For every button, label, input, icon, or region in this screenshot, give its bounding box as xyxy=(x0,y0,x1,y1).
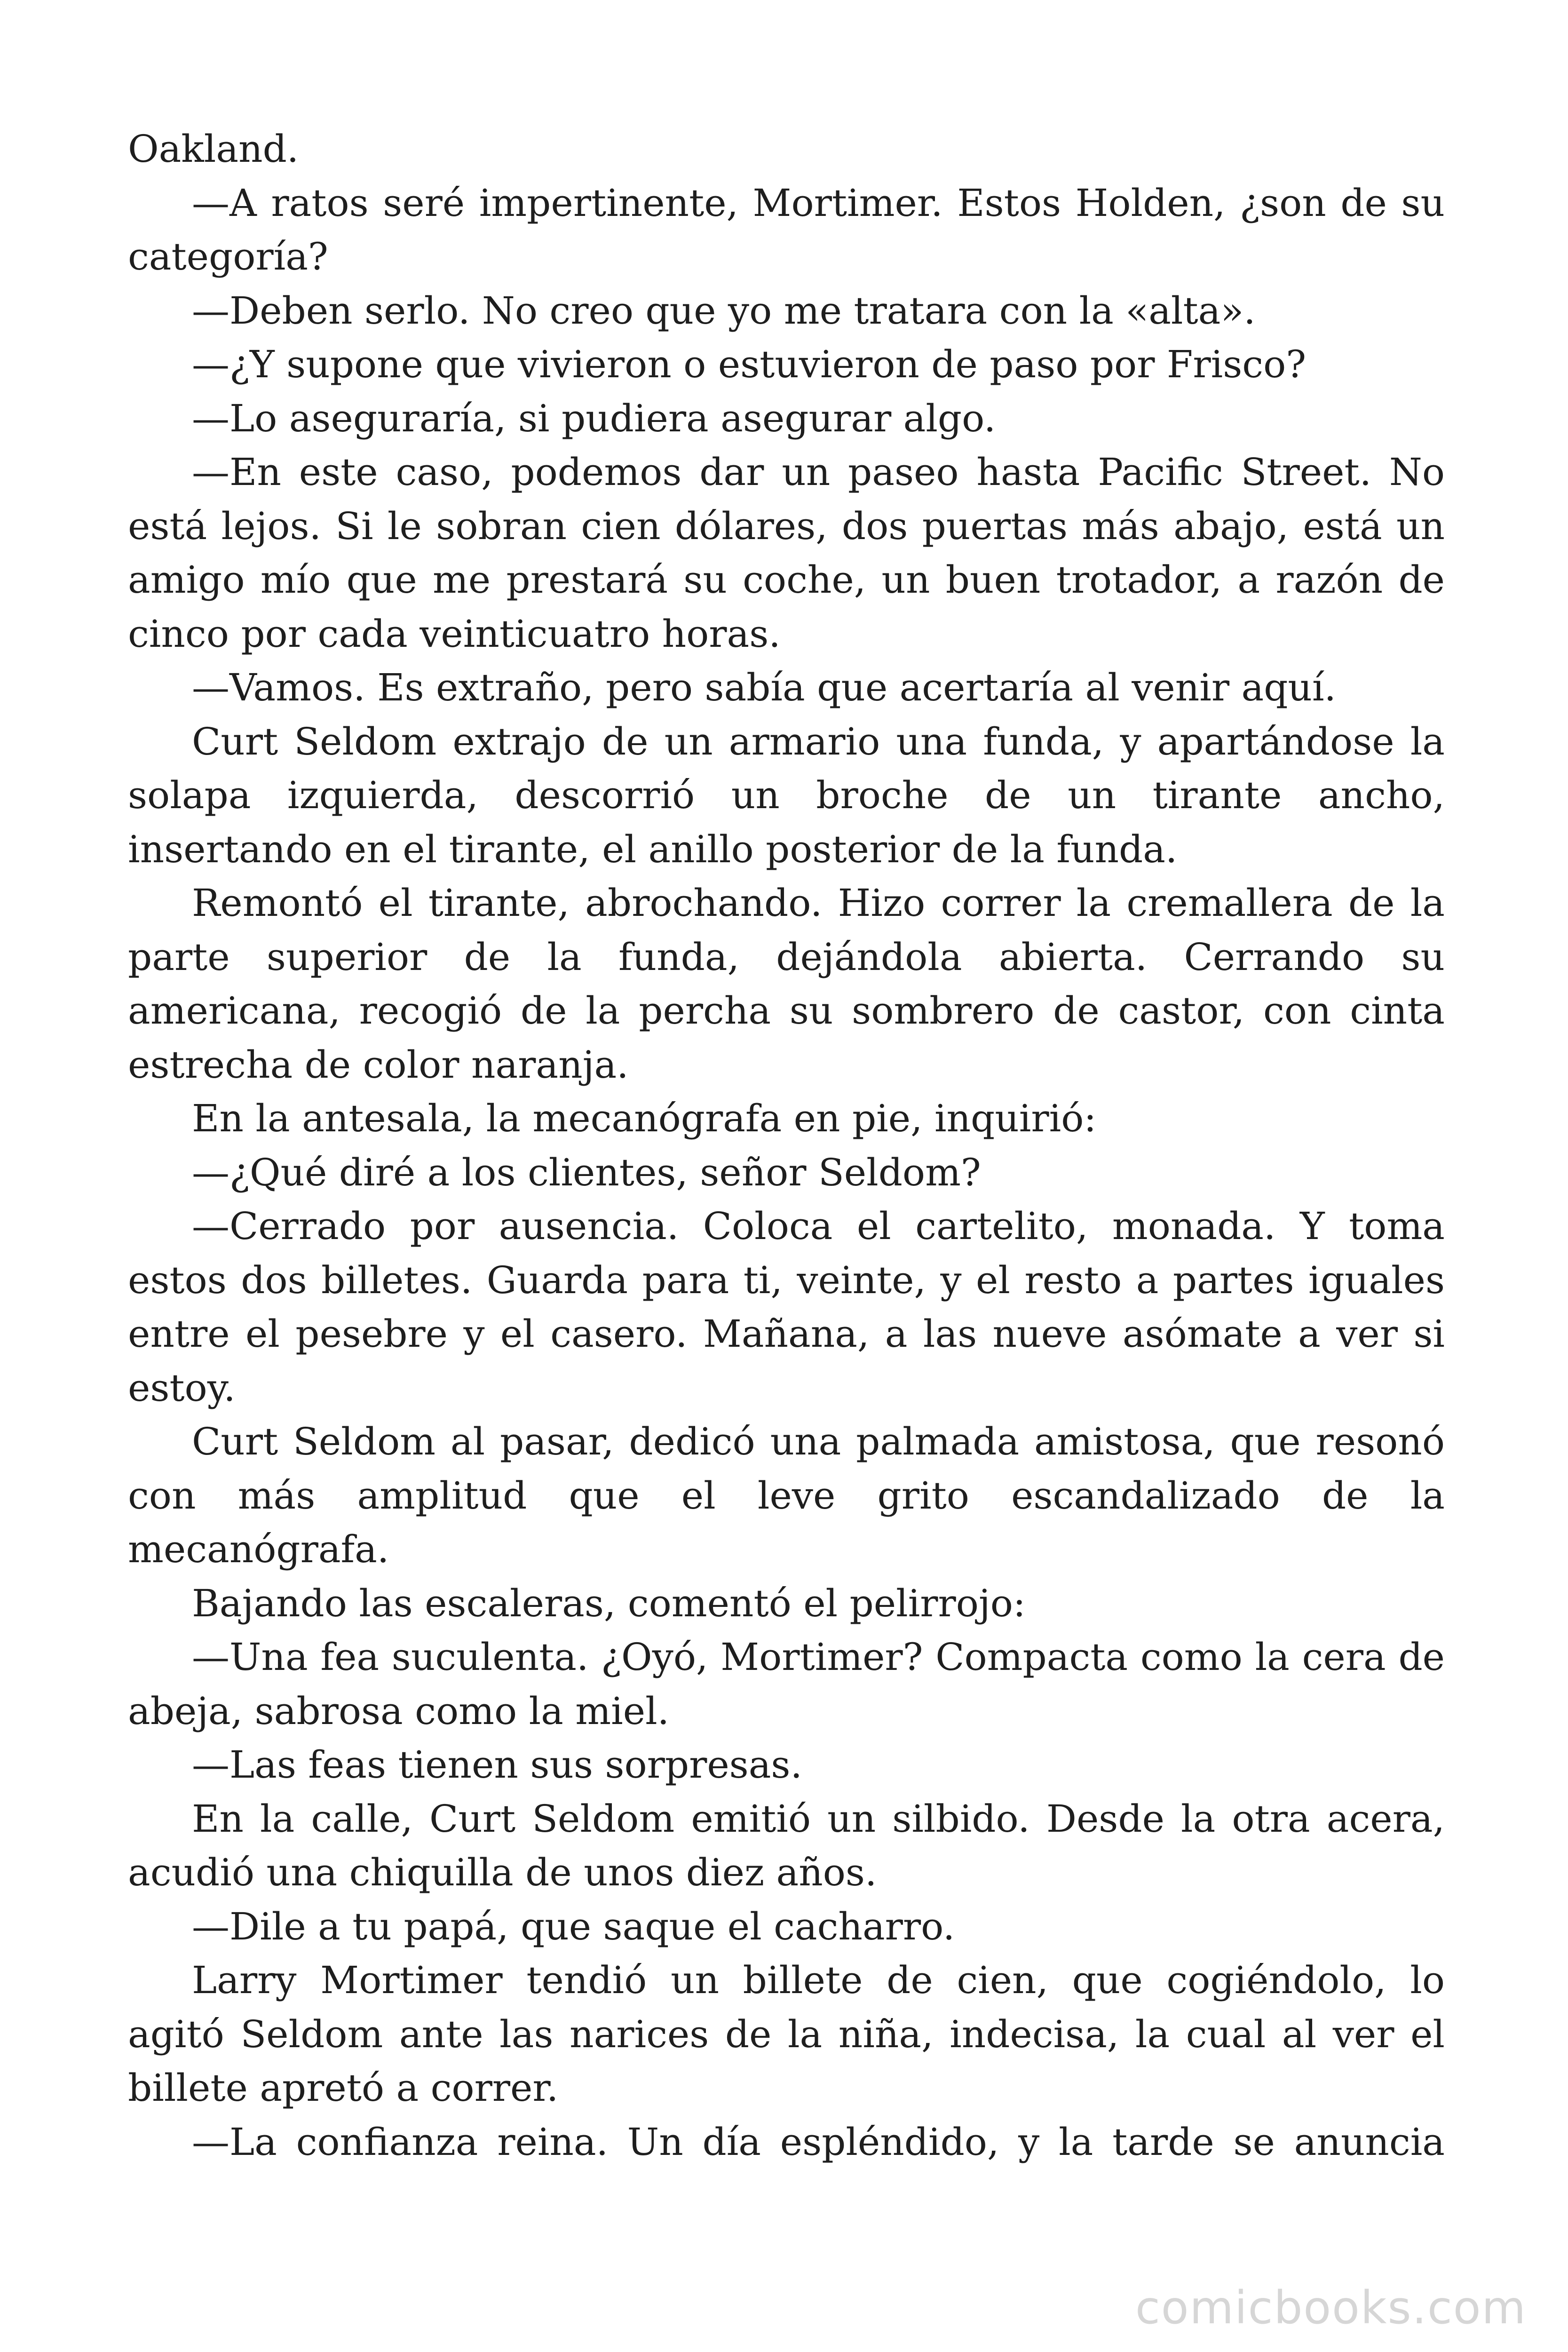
paragraph-6: —En este caso, podemos dar un paseo hasta Pacific Street. No está lejos. Si le sobran cien dólares, dos puertas más abajo, está un amigo mío que me prestará su coche, un buen trotador, a razón de cinco por cada veinticuatro horas. xyxy=(128,450,1445,656)
paragraph-8: Curt Seldom extrajo de un armario una funda, y apartándose la solapa izquierda, descorrió un broche de un tirante ancho, insertando en el tirante, el anillo posterior de la funda. xyxy=(128,719,1445,871)
book-page-text xyxy=(128,122,1445,2169)
paragraph-12: —Cerrado por ausencia. Coloca el cartelito, monada. Y toma estos dos billetes. Guarda para ti, veinte, y el resto a partes iguales entre el pesebre y el casero. Mañana, a las nueve asómate a ver si estoy. xyxy=(128,1204,1445,1410)
paragraph-10: En la antesala, la mecanógrafa en pie, inquirió: xyxy=(192,1097,1097,1140)
paragraph-17: En la calle, Curt Seldom emitió un silbido. Desde la otra acera, acudió una chiquilla de unos diez años. xyxy=(128,1796,1445,1894)
paragraph-15: —Una fea suculenta. ¿Oyó, Mortimer? Compacta como la cera de abeja, sabrosa como la miel. xyxy=(128,1635,1445,1733)
paragraph-1: Oakland. xyxy=(128,127,299,171)
paragraph-18: —Dile a tu papá, que saque el cacharro. xyxy=(192,1904,955,1948)
paragraph-19: Larry Mortimer tendió un billete de cien, que cogiéndolo, lo agitó Seldom ante las narices de la niña, indecisa, la cual al ver el billete apretó a correr. xyxy=(128,1958,1445,2110)
paragraph-2: —A ratos seré impertinente, Mortimer. Estos Holden, ¿son de su categoría? xyxy=(128,181,1445,278)
paragraph-7: —Vamos. Es extraño, pero sabía que acertaría al venir aquí. xyxy=(192,666,1336,709)
paragraph-16: —Las feas tienen sus sorpresas. xyxy=(192,1743,802,1787)
paragraph-14: Bajando las escaleras, comentó el pelirrojo: xyxy=(192,1581,1026,1625)
paragraph-5: —Lo aseguraría, si pudiera asegurar algo. xyxy=(192,396,996,440)
paragraph-9: Remontó el tirante, abrochando. Hizo correr la cremallera de la parte superior de la funda, dejándola abierta. Cerrando su americana, recogió de la percha su sombrero de castor, con cinta estrecha de color naranja. xyxy=(128,881,1445,1087)
watermark: comicbooks.com xyxy=(1135,2281,1527,2334)
paragraph-20: —La confianza reina. Un día espléndido, y la tarde se anuncia xyxy=(192,2120,1445,2164)
paragraph-13: Curt Seldom al pasar, dedicó una palmada amistosa, que resonó con más amplitud que el leve grito escandalizado de la mecanógrafa. xyxy=(128,1420,1445,1571)
paragraph-11: —¿Qué diré a los clientes, señor Seldom? xyxy=(192,1150,981,1194)
paragraph-3: —Deben serlo. No creo que yo me tratara con la «alta». xyxy=(192,288,1256,333)
paragraph-4: —¿Y supone que vivieron o estuvieron de paso por Frisco? xyxy=(192,342,1307,386)
